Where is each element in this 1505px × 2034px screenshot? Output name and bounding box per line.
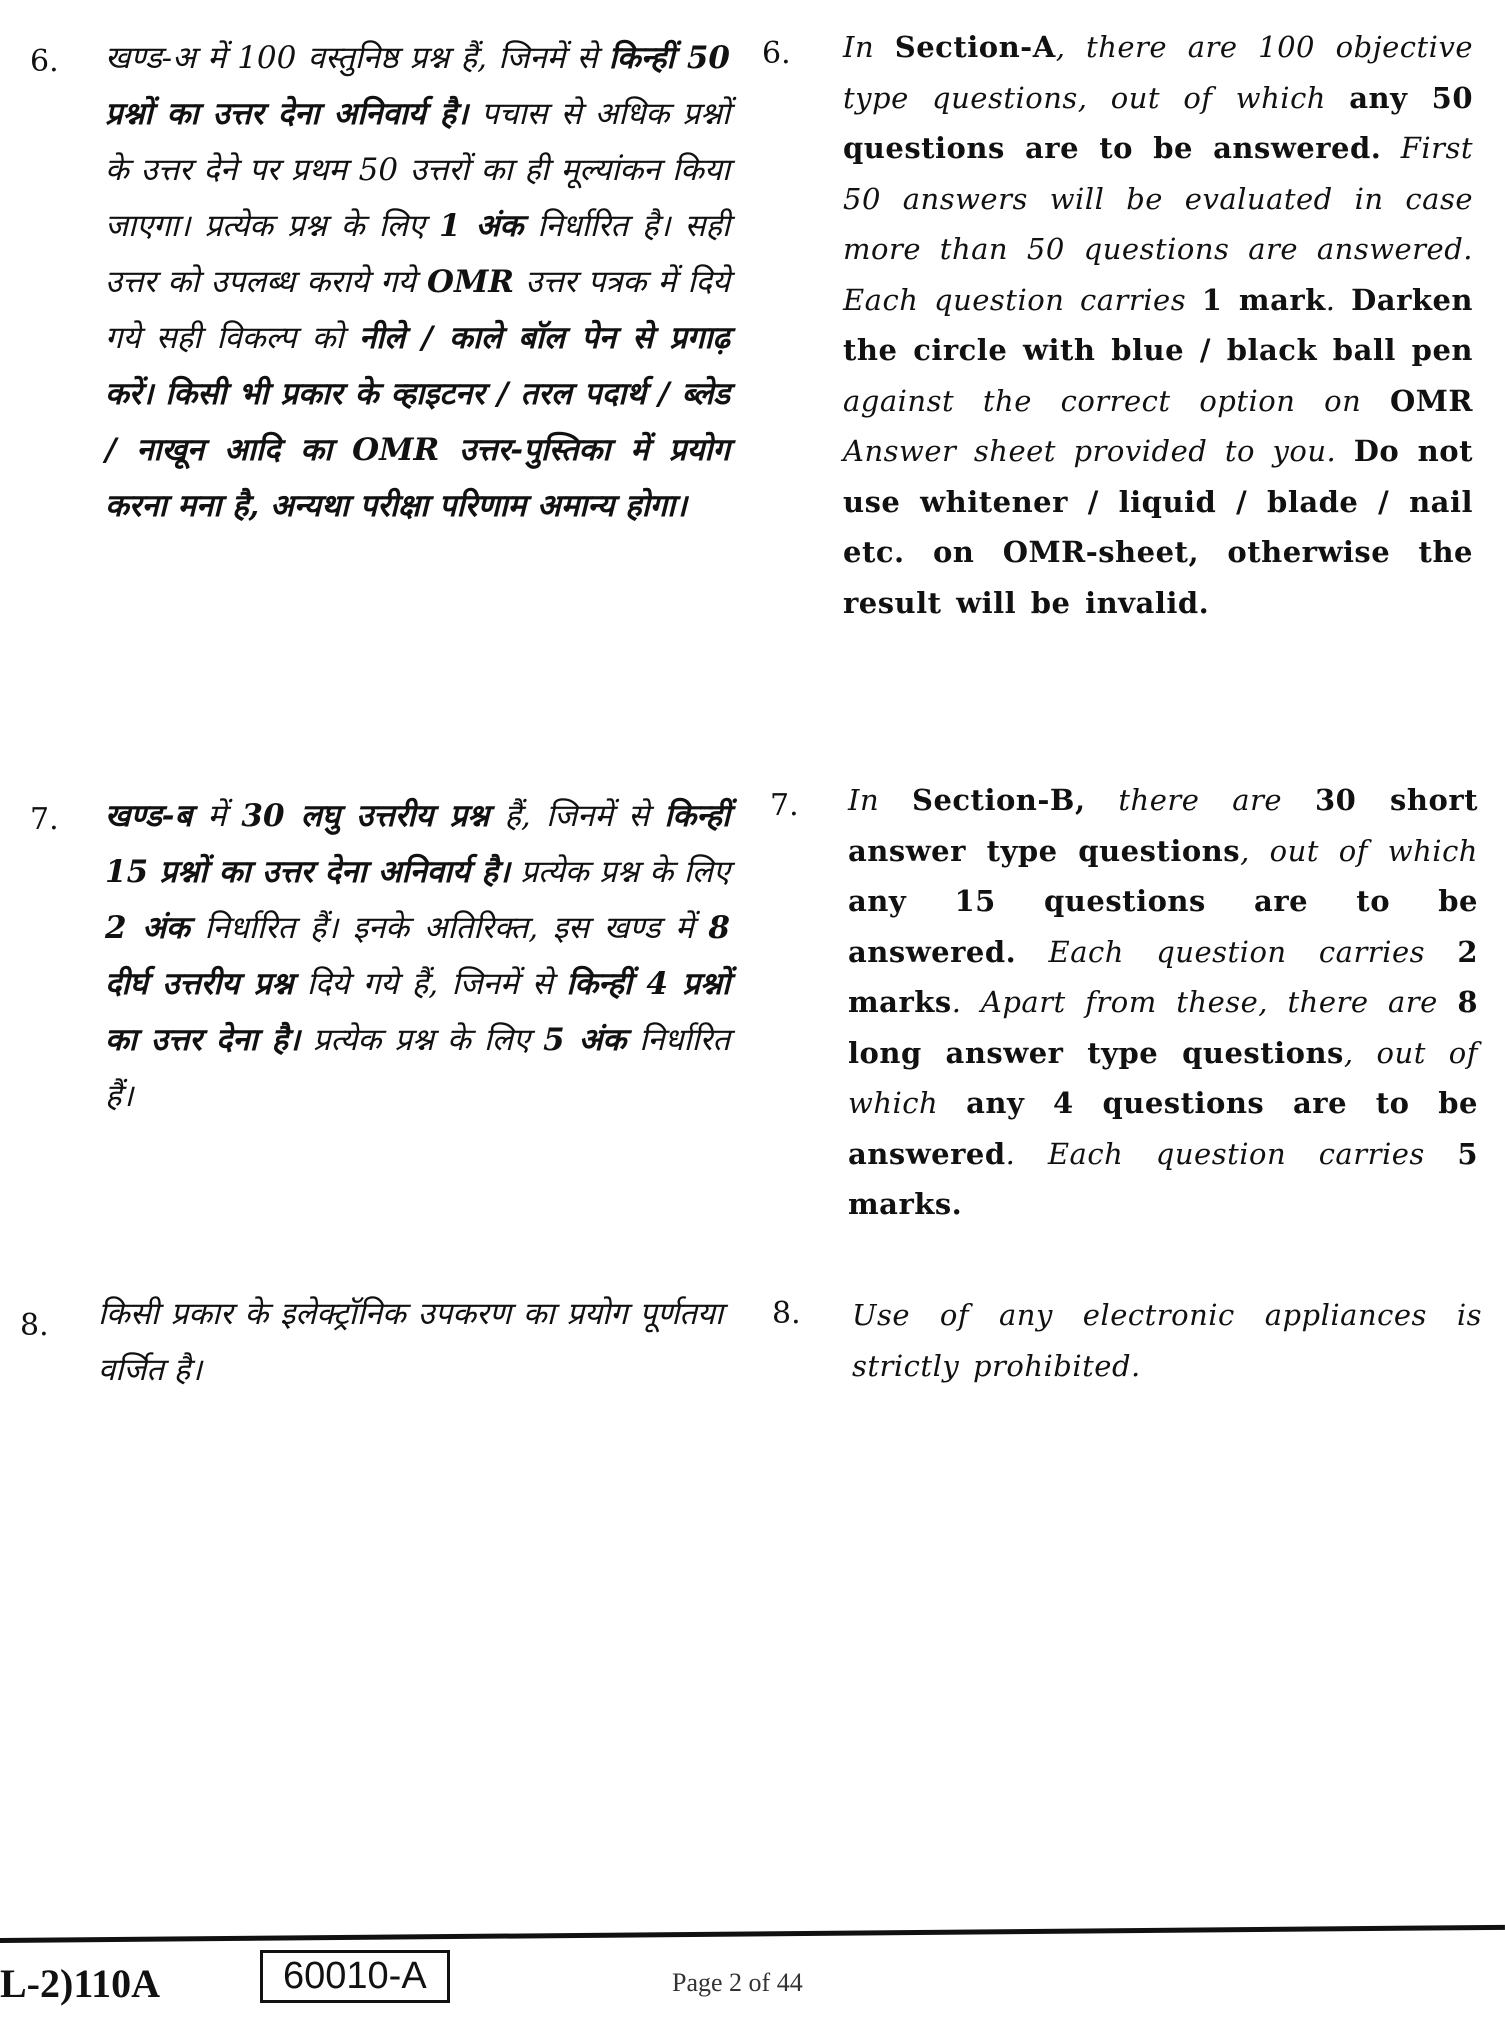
bold-text-segment: Section-B, [912,783,1086,817]
text-segment: हैं, जिनमें से [489,798,665,834]
bold-text-segment: किन्हीं 50 प्रश्नों का उत्तर देना अनिवार्य है। [105,40,730,132]
text-segment: खण्ड-अ में 100 वस्तुनिष्ठ प्रश्न हैं, जिनमें से [105,40,609,76]
bold-text-segment: 2 अंक [105,910,190,946]
instruction-text-english [848,775,1478,1230]
bold-text-segment: 5 अंक [543,1022,627,1058]
bold-text-segment: नीले / काले बॉल पेन से प्रगाढ़ करें। किसी भी प्रकार के व्हाइटनर / तरल पदार्थ / ब्लेड / नाखून आदि का OMR उत्तर-पुस्तिका में प्रयोग करना मना है, अन्यथा परीक्षा परिणाम अमान्य होगा। [105,320,730,524]
bold-text-segment: any 50 questions are to be answered. [843,80,1473,165]
text-segment: there are [1085,783,1315,817]
text-segment: . Apart from these, there are [951,985,1458,1019]
bold-text-segment: किन्हीं 15 प्रश्नों का उत्तर देना अनिवार्य है। [105,798,730,890]
bold-text-segment: Do not use whitener / liquid / blade / nail etc. on OMR-sheet, otherwise the result will be invalid. [843,434,1473,620]
item-number-hindi: 7. [30,802,59,837]
bold-text-segment: any 4 questions are to be answered [848,1086,1478,1171]
text-segment: Each question carries [1016,934,1458,969]
text-segment: In [848,783,912,817]
instruction-text-hindi [105,30,730,534]
text-segment: . Each question carries [1005,1136,1458,1171]
instruction-text-hindi [98,1286,723,1398]
bold-text-segment: किन्हीं 4 प्रश्नों का उत्तर देना है। [105,966,730,1058]
bold-text-segment: खण्ड-ब [105,798,193,834]
text-segment: , there are 100 objective type questions, out of which [843,30,1473,115]
bold-text-segment: Section-A [894,30,1056,64]
bold-text-segment: 5 marks. [848,1136,1478,1221]
item-number-english: 6. [762,36,791,71]
text-segment: निर्धारित है। सही उत्तर को उपलब्ध कराये गये [105,208,730,300]
text-segment: against the correct option on [843,383,1391,418]
text-segment: किसी प्रकार के इलेक्ट्रॉनिक उपकरण का प्रयोग पूर्णतया वर्जित है। [98,1296,723,1388]
bold-text-segment: OMR [1390,383,1473,418]
page-number: Page 2 of 44 [672,1968,803,1997]
bold-text-segment: 30 short answer type questions [848,783,1478,868]
text-segment: In [843,30,895,64]
bold-text-segment: 1 mark [1201,282,1326,317]
bold-text-segment: 30 लघु उत्तरीय प्रश्न [241,798,490,834]
paper-code: L-2)110A [0,1961,160,2006]
text-segment: , out of which [1240,833,1478,868]
text-segment: पचास से अधिक प्रश्नों के उत्तर देने पर प्रथम 50 उत्तरों का ही मूल्यांकन किया जाएगा। प्रत्येक प्रश्न के लिए [105,96,730,244]
instruction-text-hindi [105,788,730,1124]
text-segment: निर्धारित हैं। इनके अतिरिक्त, इस खण्ड में [189,910,709,946]
bold-text-segment: 2 marks [848,934,1478,1019]
item-number-english: 8. [772,1296,801,1331]
bold-text-segment: OMR [426,264,515,300]
text-segment: उत्तर पत्रक में दिये गये सही विकल्प को [105,264,730,356]
item-number-english: 7. [770,788,799,823]
bold-text-segment: 1 अंक [439,208,524,244]
text-segment: दिये गये हैं, जिनमें से [293,966,567,1002]
bold-text-segment: any 15 questions are to be answered. [848,884,1478,969]
text-segment: प्रत्येक प्रश्न के लिए [509,854,730,890]
bold-text-segment: 8 long answer type questions [848,985,1478,1070]
bold-text-segment: 8 दीर्घ उत्तरीय प्रश्न [105,910,730,1002]
text-segment: First 50 answers will be evaluated in case more than 50 questions are answered. Each question carries [843,131,1473,317]
text-segment: Answer sheet provided to you. [843,434,1354,468]
text-segment: . [1325,282,1352,317]
footer-divider [0,1925,1505,1943]
item-number-hindi: 6. [30,44,59,79]
bold-text-segment: Darken the circle with blue / black ball pen [843,282,1473,367]
text-segment: Use of any electronic appliances is strictly prohibited. [852,1298,1482,1383]
text-segment: प्रत्येक प्रश्न के लिए [299,1022,544,1058]
booklet-code-box: 60010-A [260,1950,450,2003]
item-number-hindi: 8. [20,1308,49,1343]
text-segment: , out of which [848,1035,1478,1120]
instruction-text-english [852,1290,1482,1391]
text-segment: में [192,798,242,834]
instruction-text-english [843,22,1473,628]
text-segment: निर्धारित हैं। [105,1022,730,1114]
